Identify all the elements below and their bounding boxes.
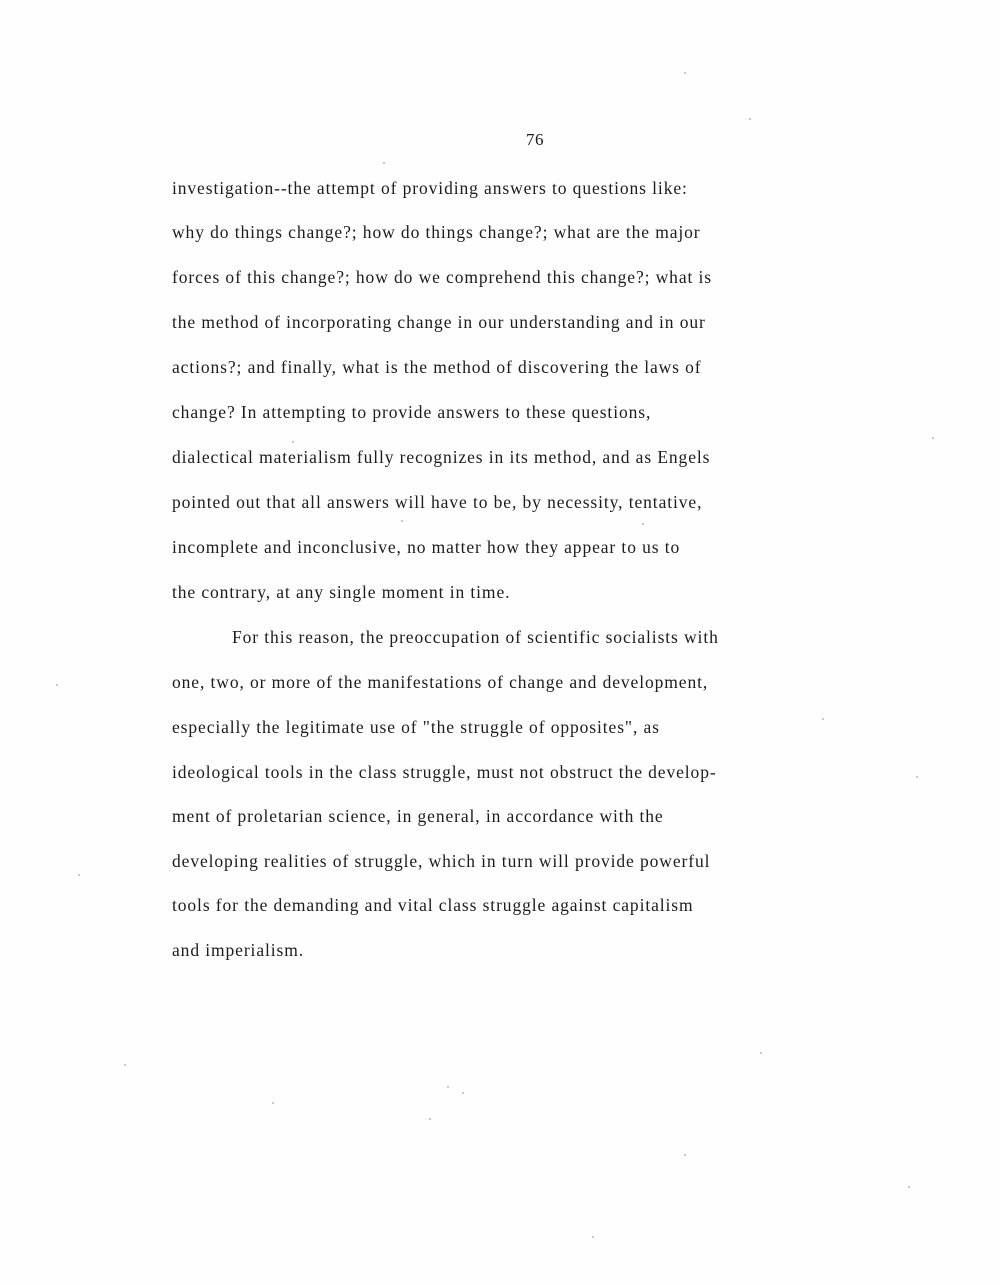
body-text-line: developing realities of struggle, which in turn will provide powerful (172, 851, 711, 871)
body-text-line: especially the legitimate use of "the struggle of opposites", as (172, 717, 660, 737)
scan-speck (760, 1052, 762, 1054)
scan-speck (749, 118, 751, 120)
body-text-line: the contrary, at any single moment in time. (172, 582, 511, 602)
body-text-line: actions?; and finally, what is the method of discovering the laws of (172, 357, 702, 377)
scan-speck (684, 72, 686, 74)
scan-speck (56, 684, 58, 686)
body-text-line: incomplete and inconclusive, no matter how they appear to us to (172, 537, 681, 557)
scan-speck (429, 1118, 431, 1120)
body-text-line: pointed out that all answers will have to be, by necessity, tentative, (172, 492, 703, 512)
body-text-line: change? In attempting to provide answers to these questions, (172, 402, 652, 422)
body-text-line: forces of this change?; how do we comprehend this change?; what is (172, 267, 713, 287)
body-text-line: one, two, or more of the manifestations of change and development, (172, 672, 709, 692)
scan-speck (932, 437, 934, 439)
body-text-line: ment of proletarian science, in general, in accordance with the (172, 806, 664, 826)
scan-speck (592, 1236, 594, 1238)
body-text-line: dialectical materialism fully recognizes in its method, and as Engels (172, 447, 711, 467)
scan-speck (447, 1086, 449, 1088)
scan-speck (78, 874, 80, 876)
scan-speck (272, 1102, 274, 1104)
scan-speck (383, 162, 385, 164)
scan-speck (292, 441, 294, 443)
scan-speck (462, 1092, 464, 1094)
page-number: 76 (526, 130, 544, 149)
body-text-line: tools for the demanding and vital class struggle against capitalism (172, 895, 694, 915)
scan-speck (916, 776, 918, 778)
body-text-line: the method of incorporating change in our understanding and in our (172, 312, 706, 332)
body-text-line: investigation--the attempt of providing answers to questions like: (172, 178, 688, 198)
body-text-line: ideological tools in the class struggle, must not obstruct the develop- (172, 762, 717, 782)
scan-speck (684, 1154, 686, 1156)
scan-speck (642, 523, 644, 525)
paragraph-first-line: For this reason, the preoccupation of scientific socialists with (232, 627, 719, 647)
body-text-line: why do things change?; how do things change?; what are the major (172, 222, 701, 242)
scan-speck (822, 718, 824, 720)
body-text-line: and imperialism. (172, 940, 305, 960)
scan-speck (401, 520, 403, 522)
scan-speck (908, 1186, 910, 1188)
scan-speck (124, 1064, 126, 1066)
